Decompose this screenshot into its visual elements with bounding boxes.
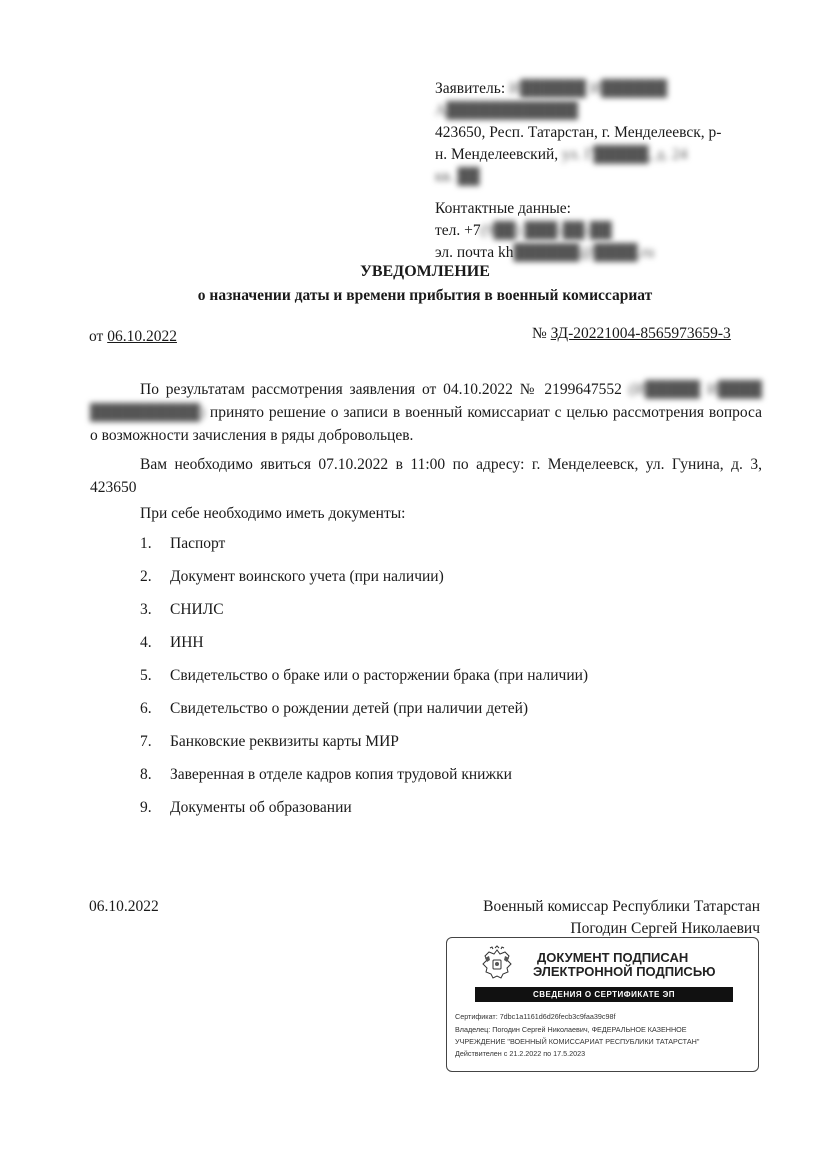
list-item: СНИЛС: [170, 601, 224, 618]
list-item-number: 8.: [140, 766, 152, 783]
list-item: Свидетельство о рождении детей (при наличии детей): [170, 700, 529, 717]
stamp-certificate: Сертификат: 7dbc1a1161d6d26fecb3c9faa39c98f: [455, 1012, 616, 1021]
list-item: Заверенная в отделе кадров копия трудовой книжки: [170, 766, 512, 783]
list-item-number: 3.: [140, 601, 152, 618]
applicant-address-line1: 423650, Респ. Татарстан, г. Менделеевск, р-: [435, 124, 722, 141]
stamp-validity: Действителен с 21.2.2022 по 17.5.2023: [455, 1049, 586, 1058]
e-signature-stamp: [446, 937, 759, 1072]
stamp-heading-line2: ЭЛЕКТРОННОЙ ПОДПИСЬЮ: [533, 964, 716, 979]
list-item: Документ воинского учета (при наличии): [170, 568, 444, 585]
applicant-label: Заявитель:: [435, 80, 506, 97]
list-item: ИНН: [170, 634, 204, 651]
stamp-owner-line2: УЧРЕЖДЕНИЕ "ВОЕННЫЙ КОМИССАРИАТ РЕСПУБЛИКИ ТАТАРСТАН": [455, 1037, 700, 1046]
list-item-number: 2.: [140, 568, 152, 585]
email-redacted: ██████@████.ru: [513, 244, 655, 261]
list-item: Свидетельство о браке или о расторжении брака (при наличии): [170, 667, 589, 684]
list-item-number: 1.: [140, 535, 152, 552]
paragraph-decision: По результатам рассмотрения заявления от 04.10.2022 № 2199647552 (И█████ И████ ██████████) принято решение о записи в военный комиссариат с целью рассмотрения вопроса о возможности зачисления в ряды добровольцев.: [90, 381, 762, 444]
sign-date: 06.10.2022: [89, 898, 159, 915]
coat-of-arms-icon: [477, 944, 517, 984]
applicant-block: [435, 78, 721, 264]
applicant-address-line3-redacted: кв. ██: [435, 168, 480, 185]
paragraph-appointment: Вам необходимо явиться 07.10.2022 в 11:00 по адресу: г. Менделеевск, ул. Гунина, д. 3, 423650: [90, 456, 762, 496]
documents-intro: При себе необходимо иметь документы:: [140, 505, 406, 522]
list-item: Банковские реквизиты карты МИР: [170, 733, 399, 750]
list-item: Документы об образовании: [170, 799, 352, 816]
signer-title: Военный комиссар Республики Татарстан: [483, 898, 760, 915]
applicant-address-redacted: ул. Г█████, д. 24: [562, 146, 688, 163]
document-title: УВЕДОМЛЕНИЕ: [360, 263, 490, 280]
stamp-owner-line1: Владелец: Погодин Сергей Николаевич, ФЕДЕРАЛЬНОЕ КАЗЕННОЕ: [455, 1025, 687, 1034]
applicant-name-redacted: И██████ И██████: [509, 80, 668, 97]
document-subtitle: о назначении даты и времени прибытия в военный комиссариат: [197, 287, 653, 304]
list-item: Паспорт: [170, 535, 226, 552]
document-number: № ЗД-20221004-8565973659-3: [532, 325, 731, 342]
applicant-line2-redacted: А████████████: [435, 102, 578, 119]
stamp-heading-line1: ДОКУМЕНТ ПОДПИСАН: [537, 950, 689, 965]
applicant-address-line2: н. Менделеевский, ул. Г█████, д. 24: [435, 146, 688, 163]
document-date: от 06.10.2022: [89, 328, 177, 345]
contacts-label: Контактные данные:: [435, 200, 571, 217]
signer-name: Погодин Сергей Николаевич: [570, 920, 760, 937]
phone-redacted: (9██) ███-██-██: [480, 222, 612, 239]
paragraph-redacted: (И█████ И████ ██████████): [90, 381, 762, 421]
list-item-number: 7.: [140, 733, 152, 750]
list-item-number: 4.: [140, 634, 152, 651]
list-item-number: 5.: [140, 667, 152, 684]
list-item-number: 6.: [140, 700, 152, 717]
phone-line: тел. +7(9██) ███-██-██: [435, 222, 612, 239]
applicant-name-line: [435, 78, 721, 100]
stamp-cert-bar: СВЕДЕНИЯ О СЕРТИФИКАТЕ ЭП: [475, 987, 733, 1002]
list-item-number: 9.: [140, 799, 152, 816]
email-line: эл. почта kh██████@████.ru: [435, 244, 655, 261]
